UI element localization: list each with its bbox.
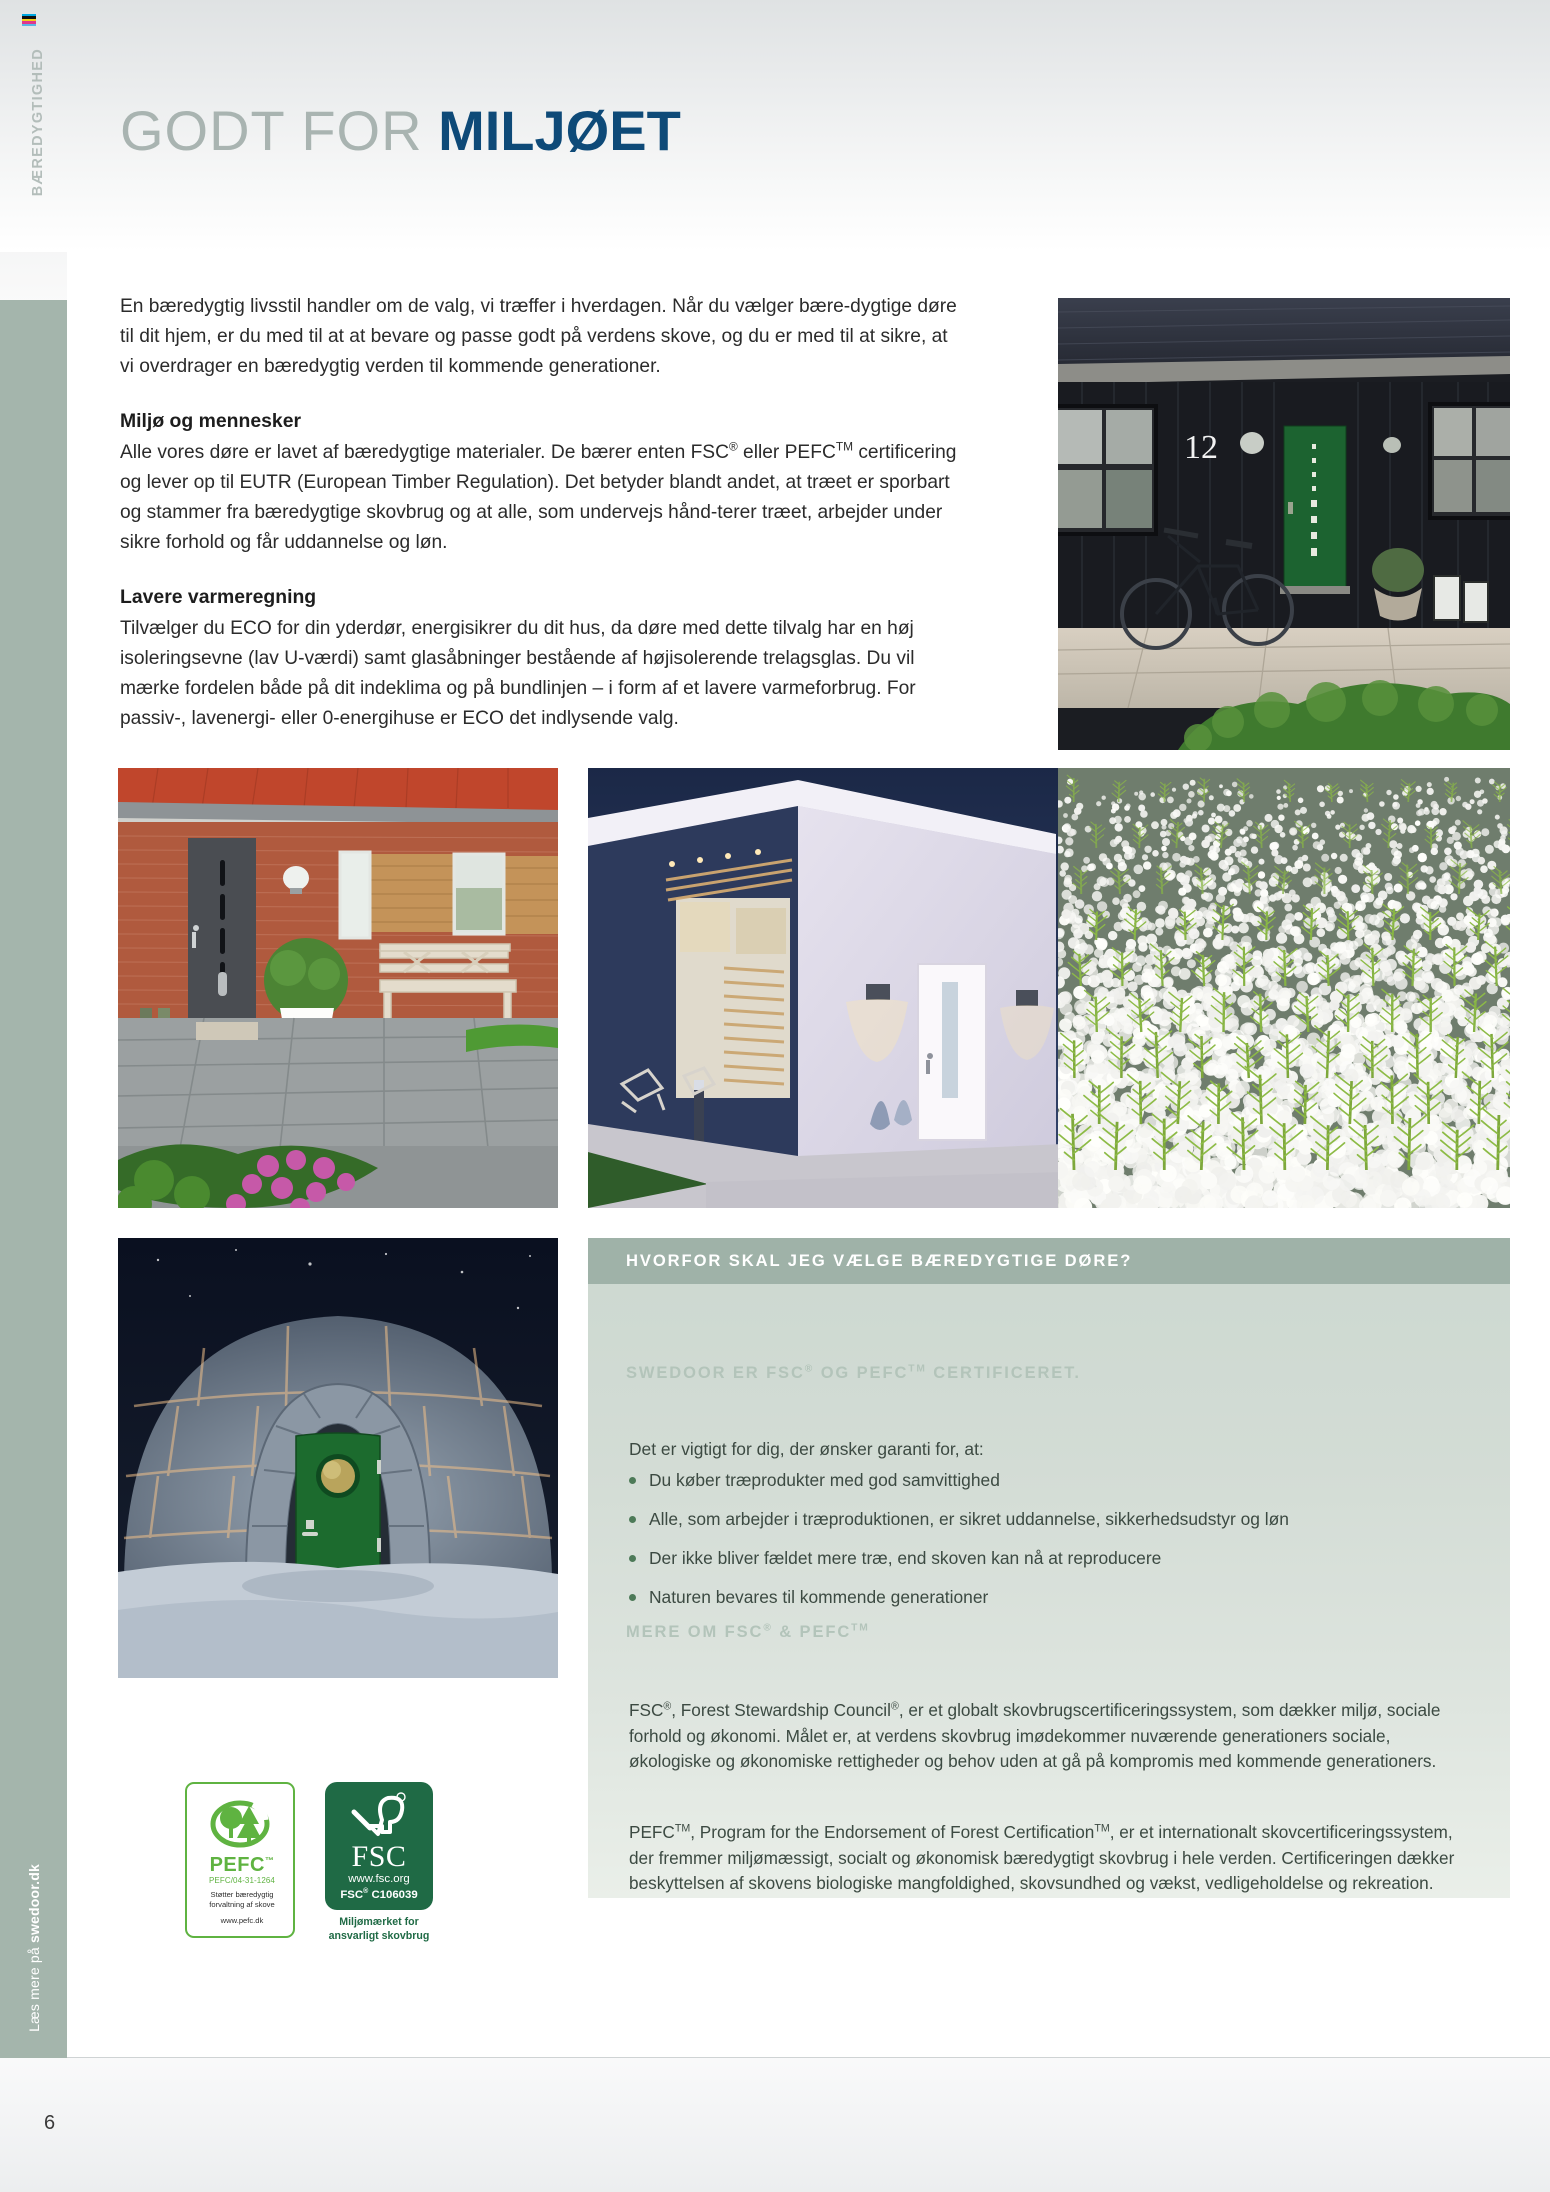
info-panel — [588, 1238, 1510, 1898]
fsc-url: www.fsc.org — [348, 1873, 410, 1885]
intro-p2-a: Alle vores døre er lavet af bæredygtige materialer. De bærer enten FSC — [120, 442, 729, 464]
para-pefc-c: , er et internationalt skovcertificeringssystem, der fremmer miljømæssigt, socialt og økonomisk bæredygtigt skovbrug i hele verden. Certificeringen dækker beskyttelsen af skovens biologiske mangfoldighed, skovsundhed og vækst, vedligeholdelse og rekreation. — [629, 1822, 1455, 1894]
fsc-code-number: C106039 — [368, 1889, 418, 1901]
subhead-more-about — [626, 1623, 870, 1642]
page-title — [120, 99, 681, 162]
sheet-divider — [67, 2057, 1550, 2058]
list-item: Der ikke bliver fældet mere træ, end skoven kan nå at reproducere — [613, 1546, 1473, 1571]
para-fsc-c: , er et globalt skovbrugscertificeringssystem, som dækker miljø, sociale forhold og økonomi. Målet er, at verdens skovbrug imødekommer nuværende generationers sociale, økologiske og økonomiske rettigheder og behov uden at gå på kompromis med kommende generationers. — [629, 1700, 1441, 1772]
photo-white-house — [588, 768, 1063, 1208]
paragraph-pefc — [629, 1820, 1477, 1897]
intro-heading-1: Miljø og mennesker — [120, 410, 302, 433]
page-header-band — [0, 0, 1550, 252]
intro-paragraph-1: En bæredygtig livsstil handler om de valg, vi træffer i hverdagen. Når du vælger bære-dygtige døre til dit hjem, er du med til at at bevare og passe godt på verdens skove, og du er med til at sikre, at vi overdrager en bæredygtig verden til kommende generationer. — [120, 296, 957, 377]
intro-heading-2: Lavere varmeregning — [120, 586, 317, 609]
photo-seedlings — [1058, 768, 1510, 1208]
pefc-license-code: PEFC/04-31-1264 — [209, 1876, 275, 1885]
list-item: Naturen bevares til kommende generationer — [613, 1585, 1473, 1610]
list-item: Alle, som arbejder i træproduktionen, er sikret uddannelse, sikkerhedsudstyr og løn — [613, 1507, 1473, 1532]
info-panel-header — [588, 1238, 1510, 1284]
fsc-registered-mark: ® — [728, 439, 738, 454]
fsc-registered-mark: ® — [363, 1888, 369, 1896]
intro-paragraph-2 — [120, 438, 965, 557]
side-rail — [0, 300, 67, 2058]
pefc-tm-mark-2: TM — [1094, 1822, 1110, 1835]
pefc-url: www.pefc.dk — [220, 1916, 264, 1925]
fsc-license-code — [325, 1889, 433, 1901]
pefc-tagline-line2: forvaltning af skove — [209, 1900, 275, 1909]
page-title-bold: MILJØET — [438, 99, 681, 162]
fsc-code-prefix: FSC — [340, 1889, 364, 1901]
fsc-caption-line2: ansvarligt skovbrug — [328, 1929, 430, 1942]
photo-dark-house — [1058, 298, 1510, 750]
pefc-tm-mark: TM — [835, 439, 853, 454]
fsc-registered-mark: ® — [804, 1363, 815, 1375]
para-fsc-b: , Forest Stewardship Council — [671, 1700, 891, 1721]
subhead-certified-c: CERTIFICERET. — [926, 1364, 1081, 1382]
pefc-tm-mark: TM — [674, 1822, 691, 1835]
photo-igloo — [118, 1238, 558, 1678]
pefc-logo — [185, 1782, 295, 1938]
pefc-tm-mark: ™ — [264, 1855, 275, 1866]
para-pefc-a: PEFC — [629, 1822, 675, 1843]
pefc-wordmark — [187, 1854, 297, 1877]
side-rail-label — [0, 1864, 67, 2032]
page-number: 6 — [44, 2112, 56, 2134]
fsc-wordmark: FSC — [351, 1840, 407, 1873]
fsc-caption — [307, 1916, 451, 1943]
house-number-label: 12 — [1184, 429, 1218, 466]
subhead-certified-b: OG PEFC — [814, 1364, 909, 1382]
intro-p2-c: certificering og lever op til EUTR (European Timber Regulation). Det betyder blandt andet, at træet er sporbart og stammer fra bæredygtige skovbrug og at alle, som undervejs hånd-terer træet, arbejder under sikre forhold og får uddannelse og løn. — [120, 442, 957, 553]
pefc-tagline — [187, 1890, 297, 1910]
pefc-tm-mark: TM — [908, 1363, 927, 1375]
fsc-registered-mark-2: ® — [890, 1700, 899, 1713]
chapter-tab-label: BÆREDYGTIGHED — [30, 48, 46, 197]
list-item: Du køber træprodukter med god samvittighed — [613, 1468, 1473, 1493]
fsc-logo — [325, 1782, 433, 1910]
fsc-caption-line1: Miljømærket for — [339, 1916, 419, 1928]
fsc-checkmark-tree-icon — [348, 1790, 410, 1840]
info-panel-header-label: HVORFOR SKAL JEG VÆLGE BÆREDYGTIGE DØRE? — [626, 1251, 1133, 1270]
benefit-list — [613, 1468, 1473, 1624]
page-title-light: GODT FOR — [120, 99, 423, 162]
paragraph-fsc — [629, 1698, 1477, 1775]
registration-marks-icon — [22, 14, 36, 28]
info-panel-lead: Det er vigtigt for dig, der ønsker garanti for, at: — [629, 1439, 984, 1459]
para-fsc-a: FSC — [629, 1700, 664, 1721]
chapter-tab — [16, 48, 60, 197]
rail-site: swedoor.dk — [25, 1864, 42, 1944]
subhead-more-b: & PEFC — [772, 1623, 852, 1641]
fsc-registered-mark: ® — [663, 1700, 672, 1713]
pefc-wordmark-text: PEFC — [209, 1854, 265, 1876]
intro-paragraph-3: Tilvælger du ECO for din yderdør, energisikrer du dit hus, da døre med dette tilvalg har en høj isoleringsevne (lav U-værdi) samt glasåbninger bestående af højisolerende trelagsglas. Du vil mærke fordelen både på dit indeklima og på bundlinjen – i form af et lavere varmeforbrug. For passiv-, lavenergi- eller 0-energihuse er ECO det indlysende valg. — [120, 618, 916, 729]
intro-p2-b: eller PEFC — [737, 442, 836, 464]
rail-prefix: Læs mere på — [25, 1943, 42, 2032]
fsc-registered-mark: ® — [763, 1622, 773, 1634]
subhead-certified-a: SWEDOOR ER FSC — [626, 1364, 805, 1382]
subhead-certified — [626, 1364, 1081, 1383]
photo-brick-house — [118, 768, 558, 1208]
subhead-more-a: MERE OM FSC — [626, 1623, 764, 1641]
para-pefc-b: , Program for the Endorsement of Forest Certification — [690, 1822, 1095, 1843]
intro-text-column — [120, 292, 965, 733]
pefc-tagline-line1: Støtter bæredygtig — [210, 1890, 274, 1899]
pefc-tm-mark: TM — [851, 1622, 870, 1634]
pefc-tree-icon — [209, 1798, 271, 1850]
